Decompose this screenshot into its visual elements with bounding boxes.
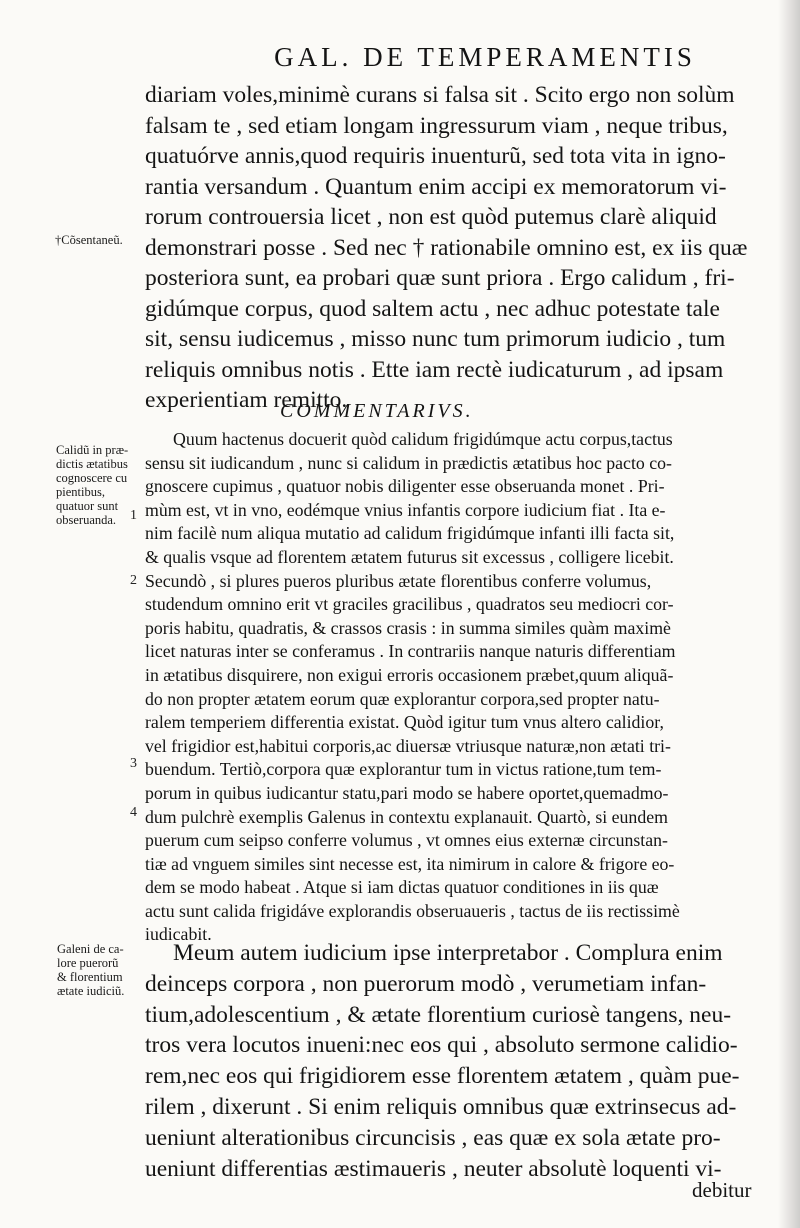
margin-note-line: dictis ætatibus	[56, 457, 128, 471]
commentary-line: actu sunt calida frigidáve explorandis obseruaueris , tactus de iis rectissimè	[145, 900, 680, 921]
main-line: reliquis omnibus notis . Ette iam rectè iudicaturum , ad ipsam	[145, 356, 724, 383]
margin-note-line: cognoscere cu	[56, 471, 128, 485]
commentary-line: Quum hactenus docuerit quòd calidum frigidúmque actu corpus,tactus	[173, 429, 673, 449]
margin-note-line: Galeni de ca-	[57, 942, 124, 956]
commentary-line: iudicabit.	[145, 924, 212, 945]
margin-note-line: & florentium	[57, 970, 123, 984]
commentary-line: Secundò , si plures pueros pluribus ætate florentibus conferre volumus,	[145, 570, 652, 591]
page-edge-shadow	[778, 0, 800, 1228]
commentary-line: in ætatibus disquirere, non exigui erroris occasionem præbet,quum aliquã-	[145, 664, 674, 685]
commentary-line: mùm est, vt in vno, eodémque vnius infantis corpore iudicium fiat . Ita e-	[145, 499, 666, 520]
commentary-line: poris habitu, quadratis, & crassos crasis : in summa similes quàm maximè	[145, 617, 671, 638]
commentary-line: licet naturas inter se conferamus . In contrariis nanque naturis differentiam	[145, 641, 676, 662]
commentary-line: & qualis vsque ad florentem ætatem futurus sit excessus , colligere licebit.	[145, 546, 674, 567]
main-line: falsam te , sed etiam longam ingressurum viam , neque tribus,	[145, 112, 728, 139]
commentary-line: buendum. Tertiò,corpora quæ explorantur tum in victus ratione,tum tem-	[145, 759, 662, 780]
commentary-line: dum pulchrè exemplis Galenus in contextu explanauit. Quartò, si eundem	[145, 806, 668, 827]
margin-note-line: ætate iudiciũ.	[57, 984, 125, 998]
margin-note-calidum	[56, 443, 128, 527]
judgment-line: ueniunt differentias æstimaueris , neuter absolutè loquenti vi-	[145, 1155, 722, 1182]
margin-note-consentaneum	[55, 233, 123, 247]
main-text-block	[145, 80, 765, 416]
running-head: GAL. DE TEMPERAMENTIS	[274, 42, 696, 72]
margin-marker-3: 3	[130, 756, 137, 771]
commentary-line: tiæ ad vnguem similes sint necesse est, ita nimirum in calore & frigore eo-	[145, 853, 675, 874]
commentary-line: do non propter ætatem eorum quæ explorantur corpora,sed propter natu-	[145, 688, 660, 709]
margin-note-line: quatuor sunt	[56, 499, 119, 513]
main-line: posteriora sunt, ea probari quæ sunt priora . Ergo calidum , fri-	[145, 265, 735, 291]
margin-note-line: lore puerorũ	[57, 956, 119, 970]
margin-note-galeni	[57, 942, 124, 998]
main-line: rantia versandum . Quantum enim accipi ex memoratorum vi-	[145, 173, 727, 200]
commentary-heading: COMMENTARIVS.	[280, 400, 474, 422]
judgment-line: ueniunt alterationibus circuncisis , eas quæ ex sola ætate pro-	[145, 1124, 721, 1151]
main-line: sit, sensu iudicemus , misso nunc tum primorum iudicio , tum	[145, 326, 726, 352]
main-line: rorum controuersia licet , non est quòd putemus clarè aliquid	[145, 204, 717, 230]
margin-note-line: †Cõsentaneũ.	[55, 233, 123, 247]
margin-note-line: pientibus,	[56, 485, 105, 499]
commentary-line: ralem temperiem differentia existat. Quòd igitur tum vnus altero calidior,	[145, 712, 664, 733]
judgment-line: Meum autem iudicium ipse interpretabor . Complura enim	[173, 940, 723, 966]
commentary-line: porum in quibus iudicantur statu,pari modo se habere oportet,quemadmo-	[145, 782, 669, 803]
judgment-line: rilem , dixerunt . Si enim reliquis omnibus quæ extrinsecus ad-	[145, 1093, 737, 1120]
commentary-line: vel frigidior est,habitui corporis,ac diuersæ vtriusque naturæ,non ætati tri-	[145, 735, 671, 756]
margin-note-line: Calidũ in præ-	[56, 443, 129, 457]
judgment-line: tros vera locutos inueni:nec eos qui , absoluto sermone calidio-	[145, 1032, 738, 1059]
main-line: diariam voles,minimè curans si falsa sit . Scito ergo non solùm	[145, 82, 735, 108]
main-line: quatuórve annis,quod requiris inuenturũ, sed tota vita in igno-	[145, 143, 726, 169]
margin-marker-1: 1	[130, 508, 137, 523]
commentary-text-block	[145, 428, 769, 947]
margin-marker-2: 2	[130, 573, 137, 588]
judgment-text-block	[145, 938, 775, 1184]
commentary-line: dem se modo habeat . Atque si iam dictas quatuor conditiones in iis quæ	[145, 877, 659, 898]
main-line: gidúmque corpus, quod saltem actu , nec adhuc potestate tale	[145, 295, 720, 322]
margin-note-line: obseruanda.	[56, 513, 117, 527]
commentary-line: gnoscere cupimus , quatuor nobis diligenter esse obseruanda monet . Pri-	[145, 476, 665, 497]
margin-marker-4: 4	[130, 805, 137, 820]
commentary-line: nim facilè num aliqua mutatio ad calidum frigidúmque infanti illi facta sit,	[145, 523, 675, 544]
commentary-line: sensu sit iudicandum , nunc si calidum in prædictis ætatibus hoc pacto co-	[145, 452, 672, 473]
main-line: experientiam remitto.	[145, 387, 348, 413]
judgment-line: deinceps corpora , non puerorum modò , verumetiam infan-	[145, 970, 707, 997]
main-line: demonstrari posse . Sed nec † rationabile omnino est, ex iis quæ	[145, 234, 748, 261]
commentary-line: studendum omnino erit vt graciles gracilibus , quadratos seu mediocri cor-	[145, 594, 674, 615]
judgment-line: rem,nec eos qui frigidiorem esse florentem ætatem , quàm pue-	[145, 1063, 740, 1090]
catchword: debitur	[692, 1178, 752, 1202]
judgment-line: tium,adolescentium , & ætate florentium curiosè tangens, neu-	[145, 1001, 732, 1028]
commentary-line: puerum cum seipso conferre volumus , vt omnes eius externæ circunstan-	[145, 830, 668, 851]
